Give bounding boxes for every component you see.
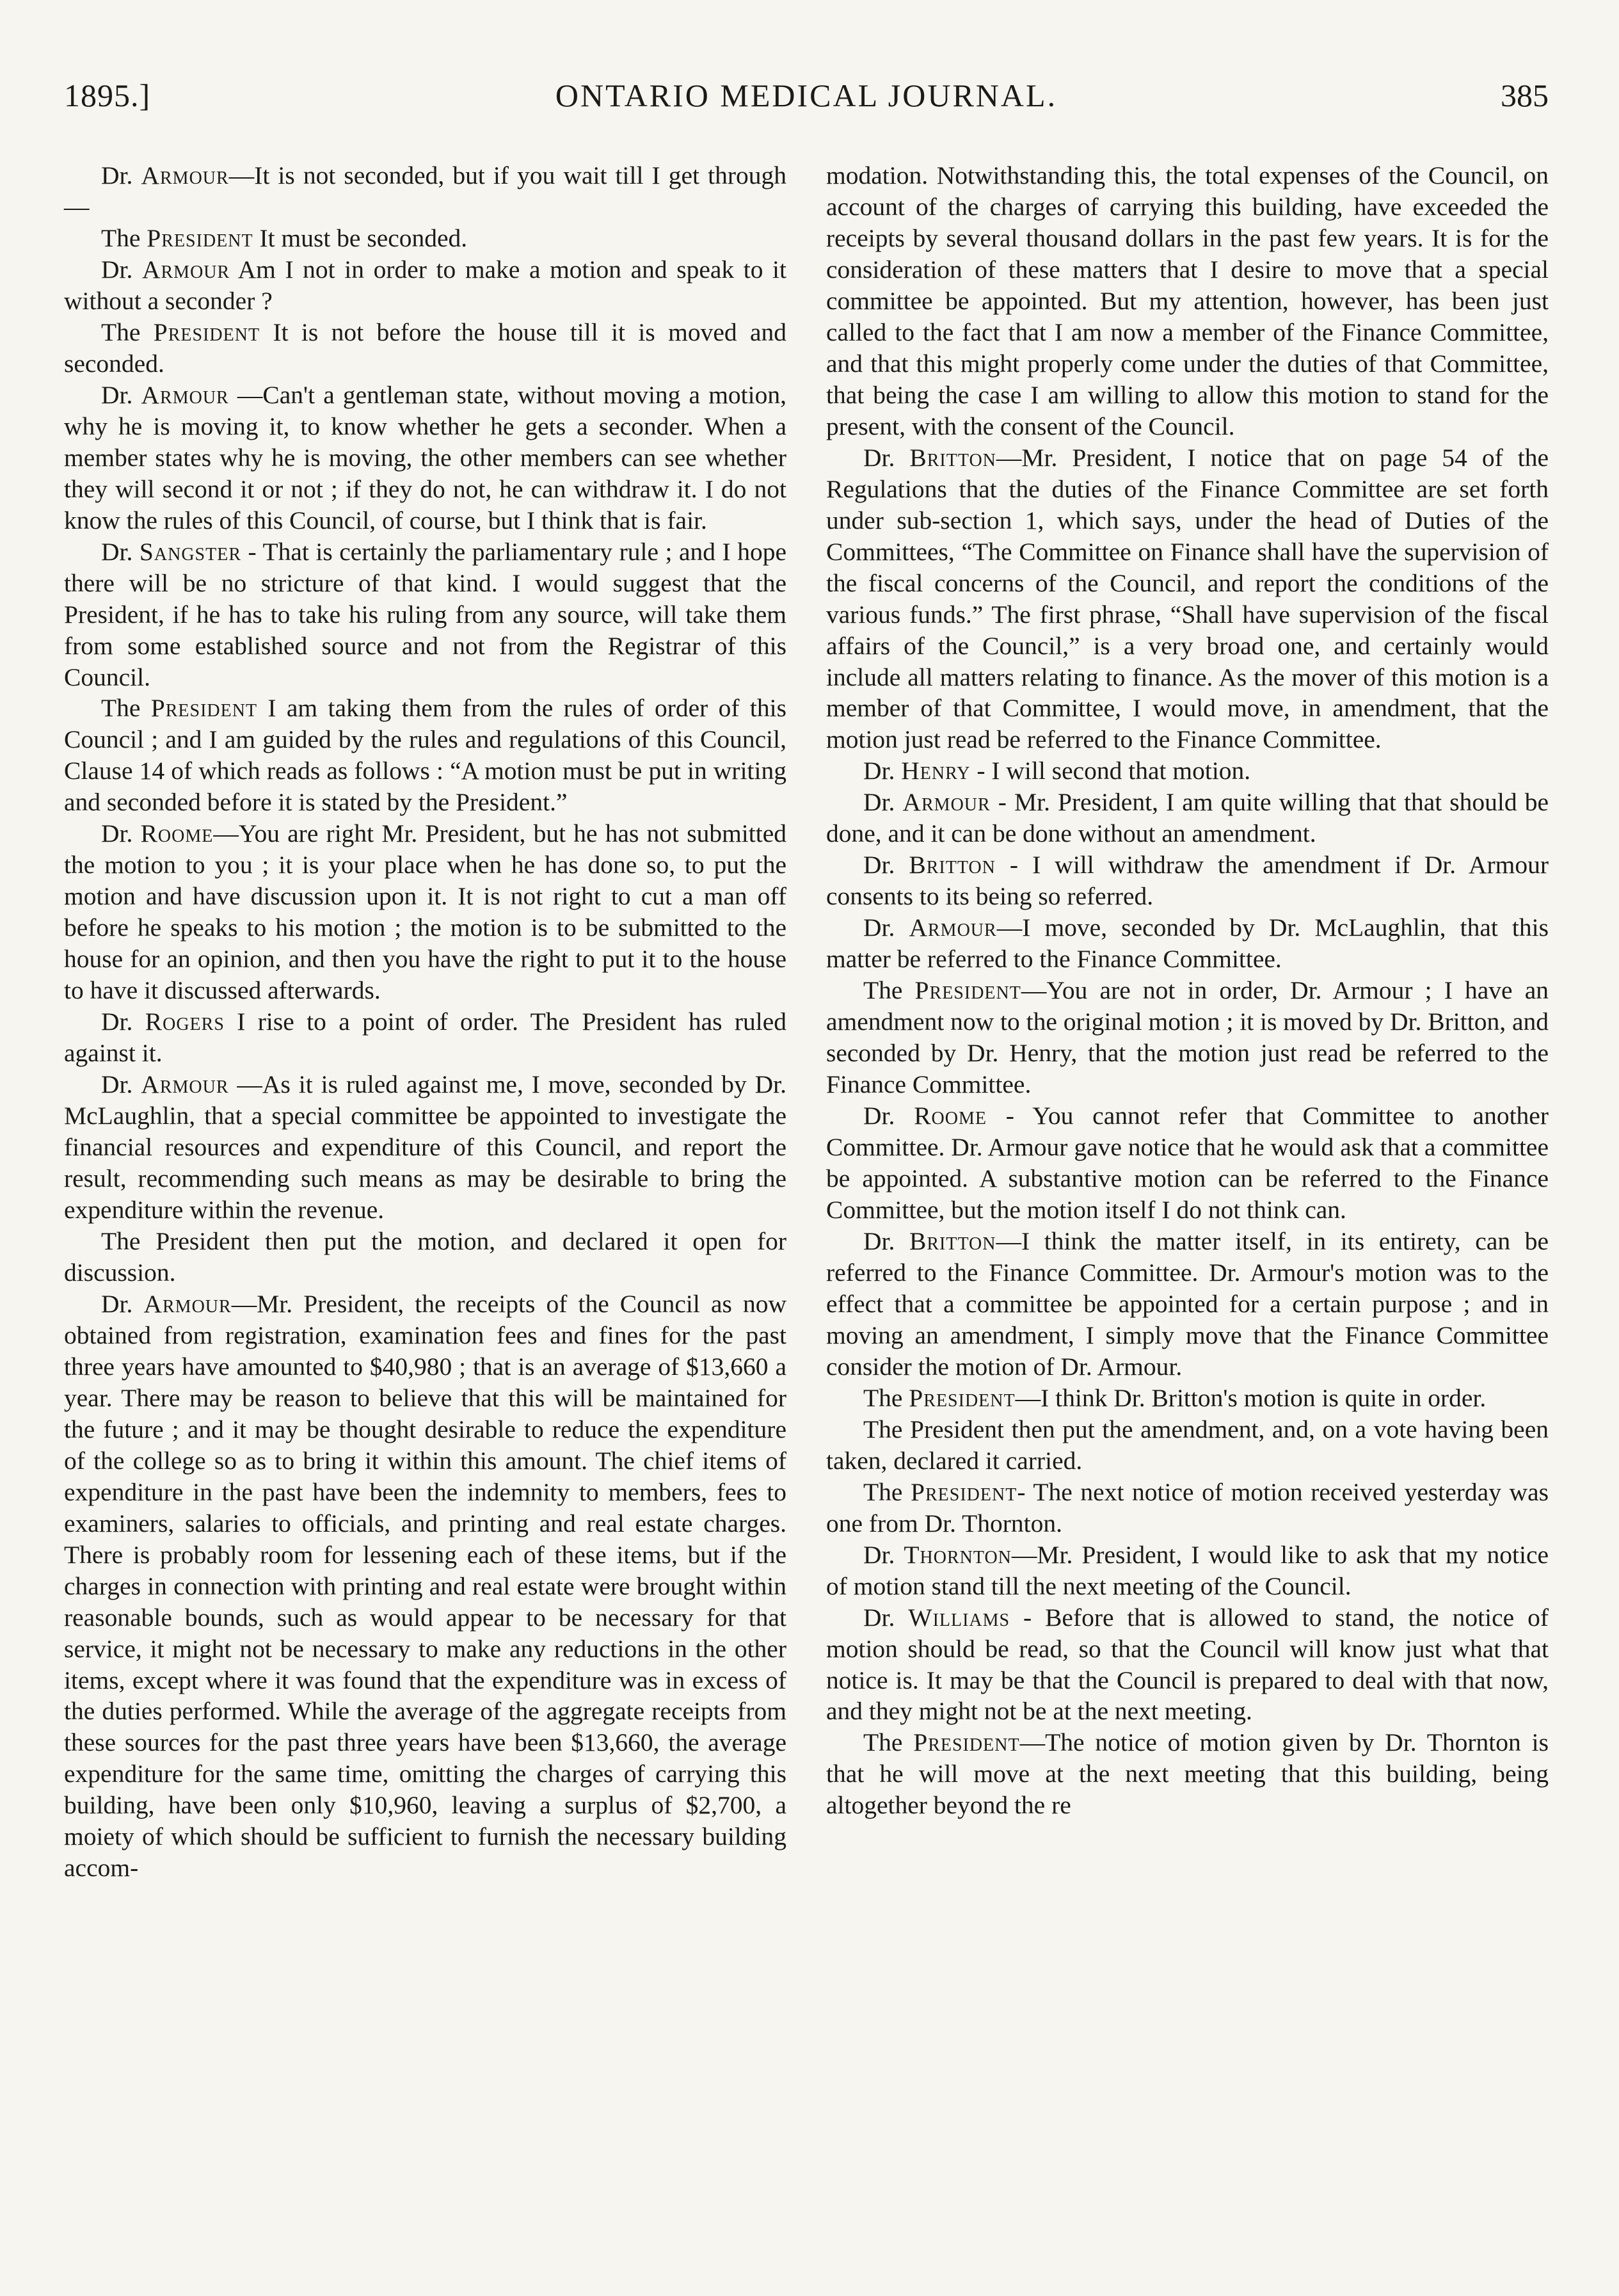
paragraph-lead: Dr. <box>863 913 909 942</box>
paragraph-lead: Dr. <box>863 757 902 785</box>
paragraph-lead: The <box>101 223 147 252</box>
paragraph-text: —Mr. President, the receipts of the Council as now obtained from registration, examination fees and fines for the past three years have amounted to $40,980 ; that is an average of $13,660 a year. There may be reason to believe that this will be maintained for the future ; and it may be thought desirable to reduce the expenditure of the college so as to bring it within this amount. The chief items of expenditure in the past have been the indemnity to members, fees to examiners, salaries to officials, and printing and real estate charges. There is probably room for lessening each of these items, but if the charges in connection with printing and real estate were brought within reasonable bounds, such as would appear to be necessary for that service, it might not be necessary to make any reductions in the other items, except where it was found that the expenditure was in excess of the duties performed. While the average of the aggregate receipts from these sources for the past three years have been $13,660, the average expenditure for the same time, omitting the charges of carrying this building, have been only $10,960, leaving a surplus of $2,700, a moiety of which should be sufficient to furnish the necessary building accom- <box>64 1289 786 1883</box>
paragraph-text: —I think the matter itself, in its entirety, can be referred to the Finance Committee. Dr. Armour's motion was to the effect that a committee be appointed for a certain purpose ; and in moving an amendment, I simply move that the Finance Committee consider the motion of Dr. Armour. <box>826 1226 1549 1381</box>
speaker-name: Armour <box>141 1070 229 1099</box>
paragraph <box>64 536 786 693</box>
paragraph-lead: Dr. <box>101 380 141 409</box>
paragraph-lead: Dr. <box>101 537 140 566</box>
right-column <box>826 160 1549 1884</box>
speaker-name: Williams <box>908 1603 1010 1632</box>
paragraph <box>826 1602 1549 1728</box>
paragraph-text: - The next notice of motion received yesterday was one from Dr. Thornton. <box>826 1477 1549 1537</box>
paragraph-text: I am taking them from the rules of order of this Council ; and I am guided by the rules and regulations of this Council, Clause 14 of which reads as follows : “A motion must be put in writing and seconded before it is stated by the President.” <box>64 694 786 817</box>
speaker-name: Armour <box>141 161 229 189</box>
journal-title: ONTARIO MEDICAL JOURNAL. <box>555 77 1058 113</box>
paragraph-lead: The <box>863 1728 914 1757</box>
paragraph-text: —Mr. President, I notice that on page 54 of the Regulations that the duties of the Finance Committee are set forth under sub-section 1, which says, under the head of Duties of the Committees, “The Committee on Finance shall have the supervision of the fiscal concerns of the Council, and report the conditions of the various funds.” The first phrase, “Shall have supervision of the fiscal affairs of the Council,” is a very broad one, and certainly would include all matters relating to finance. As the mover of this motion is a member of that Committee, I would move, in amendment, that the motion just read be referred to the Finance Committee. <box>826 443 1549 754</box>
paragraph-text: —I think Dr. Britton's motion is quite in order. <box>1015 1383 1487 1412</box>
paragraph <box>64 1288 786 1884</box>
speaker-name: Armour <box>141 255 230 284</box>
paragraph <box>826 787 1549 849</box>
speaker-name: Britton <box>909 851 996 879</box>
paragraph-lead: The <box>101 694 151 723</box>
paragraph <box>64 1006 786 1069</box>
text-columns <box>64 160 1549 1884</box>
paragraph <box>826 1727 1549 1821</box>
speaker-name: Thornton <box>904 1540 1012 1569</box>
paragraph <box>826 442 1549 756</box>
paragraph-lead: Dr. <box>863 1226 909 1255</box>
paragraph <box>826 849 1549 912</box>
speaker-name: Henry <box>901 757 971 785</box>
header-year: 1895.] <box>64 77 151 113</box>
speaker-name: Britton <box>909 443 996 472</box>
paragraph-lead: The <box>863 976 915 1005</box>
speaker-name: President <box>909 1383 1016 1412</box>
paragraph <box>826 1226 1549 1383</box>
paragraph-lead: Dr. <box>863 1102 914 1130</box>
paragraph <box>64 380 786 536</box>
paragraph <box>826 1414 1549 1477</box>
paragraph-text: The President then put the motion, and declared it open for discussion. <box>64 1226 786 1287</box>
speaker-name: President <box>913 1728 1020 1757</box>
paragraph <box>826 1539 1549 1602</box>
page-number: 385 <box>1501 77 1549 113</box>
speaker-name: Armour <box>141 380 229 409</box>
speaker-name: President <box>153 317 260 346</box>
paragraph-text: —Mr. President, I would like to ask that my notice of motion stand till the next meeting of the Council. <box>826 1540 1549 1600</box>
speaker-name: Rogers <box>145 1008 225 1036</box>
paragraph-text: - You cannot refer that Committee to another Committee. Dr. Armour gave notice that he would ask that a committee be appointed. A substantive motion can be referred to the Finance Committee, but the motion itself I do not think can. <box>826 1102 1549 1224</box>
paragraph-text: —The notice of motion given by Dr. Thornton is that he will move at the next meeting that this building, being altogether beyond the re <box>826 1728 1549 1820</box>
paragraph-lead: Dr. <box>101 255 142 284</box>
paragraph <box>64 160 786 223</box>
paragraph-lead: Dr. <box>863 1603 909 1632</box>
paragraph <box>64 1069 786 1226</box>
paragraph <box>64 818 786 1006</box>
paragraph-lead: Dr. <box>863 788 903 817</box>
paragraph <box>826 160 1549 442</box>
paragraph-text: —I move, seconded by Dr. McLaughlin, that this matter be referred to the Finance Committee. <box>826 913 1549 974</box>
paragraph-text: - Before that is allowed to stand, the notice of motion should be read, so that the Council will know just what that notice is. It may be that the Council is prepared to deal with that now, and they might not be at the next meeting. <box>826 1603 1549 1726</box>
paragraph-text: —Can't a gentleman state, without moving a motion, why he is moving it, to know whether he gets a seconder. When a member states why he is moving, the other members can see whether they will second it or not ; if they do not, he can withdraw it. I do not know the rules of this Council, of course, but I think that is fair. <box>64 380 787 534</box>
speaker-name: President <box>911 1477 1017 1506</box>
running-header <box>64 77 1549 134</box>
paragraph <box>826 912 1549 975</box>
paragraph-lead: The <box>101 317 154 346</box>
speaker-name: Britton <box>909 1226 996 1255</box>
paragraph <box>64 317 786 380</box>
paragraph-text: - I will withdraw the amendment if Dr. Armour consents to its being so referred. <box>826 851 1549 911</box>
speaker-name: President <box>914 976 1021 1005</box>
speaker-name: President <box>150 694 258 723</box>
paragraph-text: - That is certainly the parliamentary rule ; and I hope there will be no stricture of that kind. I would suggest that the President, if he has to take his ruling from any source, will take them from some established source and not from the Registrar of this Council. <box>64 537 787 691</box>
paragraph-text: —As it is ruled against me, I move, seconded by Dr. McLaughlin, that a special committee be appointed to investigate the financial resources and expenditure of this Council, and report the result, recommending such means as may be desirable to bring the expenditure within the revenue. <box>64 1070 787 1224</box>
paragraph-text: Am I not in order to make a motion and speak to it without a seconder ? <box>64 255 786 315</box>
paragraph <box>64 223 786 254</box>
paragraph-text: - I will second that motion. <box>970 757 1251 785</box>
paragraph-text: The President then put the amendment, and, on a vote having been taken, declared it carried. <box>826 1415 1549 1475</box>
paragraph <box>826 1383 1549 1414</box>
speaker-name: Sangster <box>139 537 241 566</box>
paragraph-text: - Mr. President, I am quite willing that that should be done, and it can be done without an amendment. <box>826 788 1549 848</box>
paragraph-lead: Dr. <box>101 1070 141 1099</box>
speaker-name: Armour <box>902 788 991 817</box>
paragraph <box>826 975 1549 1100</box>
paragraph-lead: Dr. <box>101 819 141 848</box>
speaker-name: President <box>147 223 253 252</box>
speaker-name: Roome <box>914 1102 987 1130</box>
paragraph-lead: Dr. <box>863 851 909 879</box>
paragraph-text: —You are right Mr. President, but he has not submitted the motion to you ; it is your place when he has done so, to put the motion and have discussion upon it. It is not right to cut a man off before he speaks to his motion ; the motion is to be submitted to the house for an opinion, and then you have the right to put it to the house to have it discussed afterwards. <box>64 819 787 1005</box>
paragraph-text: I rise to a point of order. The President has ruled against it. <box>64 1008 786 1068</box>
paragraph <box>64 254 786 317</box>
speaker-name: Armour <box>143 1289 232 1318</box>
paragraph <box>826 755 1549 787</box>
paragraph <box>826 1477 1549 1539</box>
paragraph <box>64 1226 786 1288</box>
paragraph-text: It is not before the house till it is moved and seconded. <box>64 317 786 378</box>
paragraph-lead: Dr. <box>863 1540 904 1569</box>
speaker-name: Armour <box>909 913 997 942</box>
paragraph <box>826 1100 1549 1226</box>
paragraph <box>64 693 786 818</box>
left-column <box>64 160 786 1884</box>
paragraph-text: —You are not in order, Dr. Armour ; I have an amendment now to the original motion ; it is moved by Dr. Britton, and seconded by Dr. Henry, that the motion just read be referred to the Finance Committee. <box>826 976 1549 1099</box>
paragraph-lead: The <box>863 1477 911 1506</box>
paragraph-text: It must be seconded. <box>253 223 468 252</box>
paragraph-lead: Dr. <box>101 161 141 189</box>
paragraph-lead: Dr. <box>101 1008 145 1036</box>
speaker-name: Roome <box>140 819 214 848</box>
paragraph-text: —It is not seconded, but if you wait till I get through— <box>64 161 786 221</box>
paragraph-lead: Dr. <box>101 1289 144 1318</box>
paragraph-lead: Dr. <box>863 443 910 472</box>
paragraph-text: modation. Notwithstanding this, the total expenses of the Council, on account of the charges of carrying this building, have exceeded the receipts by several thousand dollars in the past few years. It is for the consideration of these matters that I desire to move that a special committee be appointed. But my attention, however, has been just called to the fact that I am now a member of the Finance Committee, and that this might properly come under the duties of that Committee, that being the case I am willing to allow this motion to stand for the present, with the consent of the Council. <box>826 161 1549 440</box>
paragraph-lead: The <box>863 1383 909 1412</box>
